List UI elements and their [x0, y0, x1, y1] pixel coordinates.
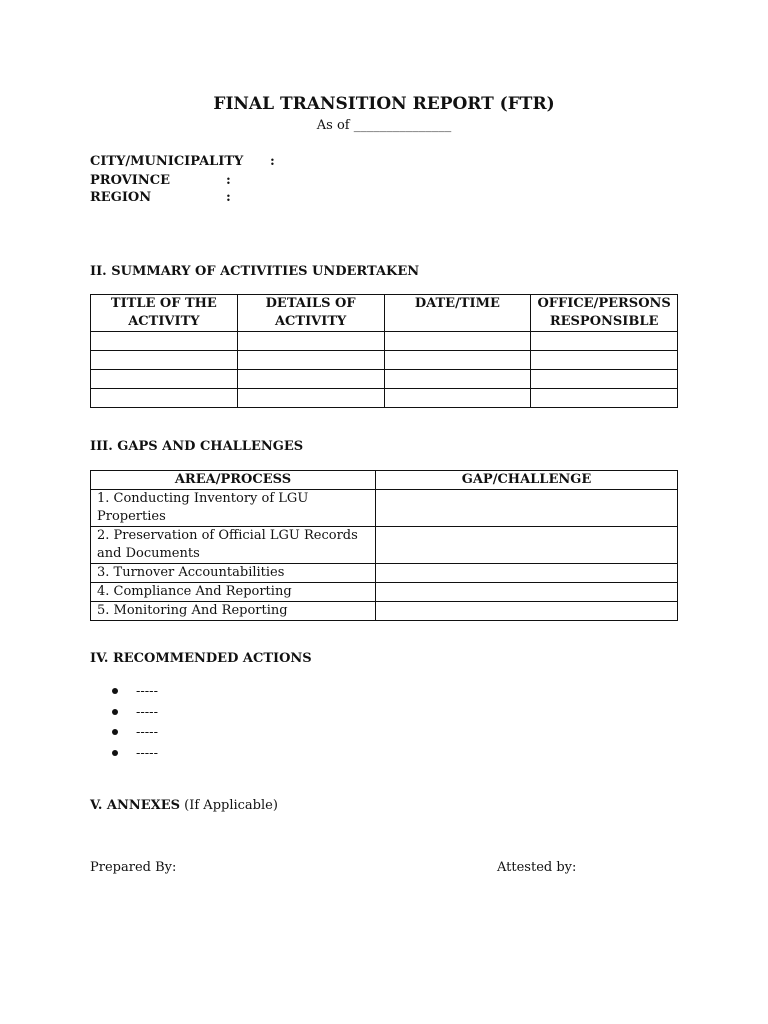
table-cell[interactable] [91, 370, 238, 389]
table-cell[interactable] [237, 370, 384, 389]
field-city-municipality: CITY/MUNICIPALITY [90, 154, 244, 169]
annexes-heading: V. ANNEXES [90, 798, 181, 813]
table-cell[interactable] [384, 351, 531, 370]
col-office-persons: OFFICE/PERSONS RESPONSIBLE [531, 295, 678, 332]
col-gap-challenge: GAP/CHALLENGE [376, 471, 678, 490]
gap-cell[interactable] [376, 527, 678, 564]
list-item: ----- [90, 746, 158, 767]
table-cell[interactable] [91, 389, 238, 408]
table-cell[interactable] [237, 332, 384, 351]
field-province: PROVINCE [90, 173, 170, 188]
area-cell: 5. Monitoring And Reporting [91, 602, 376, 621]
table-cell[interactable] [237, 351, 384, 370]
table-cell[interactable] [531, 389, 678, 408]
gap-cell[interactable] [376, 583, 678, 602]
list-item: ----- [90, 725, 158, 746]
table-header-row [91, 295, 678, 332]
gaps-table [90, 470, 678, 621]
field-colon: : [226, 190, 231, 205]
table-cell[interactable] [91, 332, 238, 351]
list-item: ----- [90, 705, 158, 726]
area-cell: 1. Conducting Inventory of LGU Properties [91, 490, 376, 527]
table-header-row [91, 471, 678, 490]
table-row [91, 389, 678, 408]
table-row [91, 332, 678, 351]
table-cell[interactable] [384, 370, 531, 389]
prepared-by-label: Prepared By: [90, 860, 177, 875]
col-details-of-activity: DETAILS OF ACTIVITY [237, 295, 384, 332]
activities-table [90, 294, 678, 408]
list-item: ----- [90, 684, 158, 705]
gap-cell[interactable] [376, 602, 678, 621]
col-title-of-activity: TITLE OF THE ACTIVITY [91, 295, 238, 332]
attested-by-label: Attested by: [497, 860, 577, 875]
table-row [91, 564, 678, 583]
report-title: FINAL TRANSITION REPORT (FTR) [213, 94, 555, 114]
table-row [91, 351, 678, 370]
section-summary-heading: II. SUMMARY OF ACTIVITIES UNDERTAKEN [90, 264, 420, 279]
gap-cell[interactable] [376, 490, 678, 527]
table-cell[interactable] [384, 332, 531, 351]
table-cell[interactable] [531, 332, 678, 351]
annexes-note: (If Applicable) [184, 798, 278, 813]
area-cell: 3. Turnover Accountabilities [91, 564, 376, 583]
area-cell: 2. Preservation of Official LGU Records and Documents [91, 527, 376, 564]
table-cell[interactable] [531, 370, 678, 389]
table-row [91, 527, 678, 564]
section-gaps-heading: III. GAPS AND CHALLENGES [90, 439, 304, 454]
annexes-line [90, 798, 278, 813]
gap-cell[interactable] [376, 564, 678, 583]
table-cell[interactable] [531, 351, 678, 370]
table-row [91, 583, 678, 602]
field-colon: : [226, 173, 231, 188]
table-cell[interactable] [91, 351, 238, 370]
col-date-time: DATE/TIME [384, 295, 531, 332]
table-cell[interactable] [237, 389, 384, 408]
area-cell: 4. Compliance And Reporting [91, 583, 376, 602]
field-region: REGION [90, 190, 152, 205]
field-colon: : [270, 154, 275, 169]
as-of-line: As of _______________ [316, 118, 452, 133]
table-row [91, 370, 678, 389]
section-actions-heading: IV. RECOMMENDED ACTIONS [90, 651, 312, 666]
table-row [91, 490, 678, 527]
col-area-process: AREA/PROCESS [91, 471, 376, 490]
table-cell[interactable] [384, 389, 531, 408]
table-row [91, 602, 678, 621]
actions-list [90, 684, 158, 766]
